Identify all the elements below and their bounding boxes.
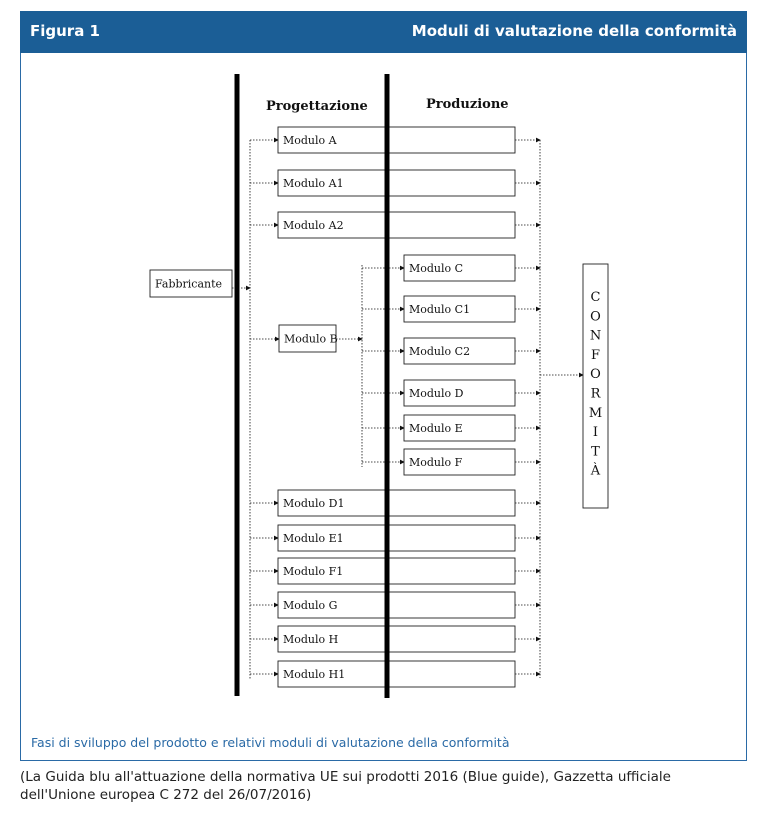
module-bottom-1-label: Modulo E1	[283, 532, 344, 545]
conformity-letter: N	[589, 328, 602, 344]
module-b-sub-2-label: Modulo C2	[409, 345, 471, 358]
module-top-0-label: Modulo A	[283, 134, 337, 147]
module-bottom-3-label: Modulo G	[283, 599, 338, 612]
conformity-letter: M	[588, 405, 603, 421]
module-b-sub-0-label: Modulo C	[409, 262, 464, 275]
source-line-1: (La Guida blu all'attuazione della normativa UE sui prodotti 2016 (Blue guide), Gazzetta ufficiale	[20, 769, 671, 785]
module-top-1-label: Modulo A1	[283, 177, 344, 190]
manufacturer-label: Fabbricante	[155, 277, 223, 291]
module-bottom-4-label: Modulo H	[283, 633, 339, 646]
conformity-letter: R	[590, 386, 601, 402]
conformity-letter: O	[590, 309, 601, 325]
module-bottom-0-label: Modulo D1	[283, 497, 345, 510]
conformity-letter: T	[591, 444, 600, 460]
source-note	[20, 768, 747, 804]
module-top-2-label: Modulo A2	[283, 219, 344, 232]
conformity-letter: À	[590, 463, 601, 479]
figure-title: Moduli di valutazione della conformità	[411, 22, 737, 40]
source-line-2: dell'Unione europea C 272 del 26/07/2016)	[20, 787, 312, 803]
phase-design-label: Progettazione	[266, 99, 368, 114]
phase-production-label: Produzione	[426, 97, 509, 112]
conformity-letter: O	[590, 367, 601, 383]
module-bottom-5-label: Modulo H1	[283, 668, 346, 681]
figure-caption: Fasi di sviluppo del prodotto e relativi moduli di valutazione della conformità	[31, 735, 510, 750]
module-b-label: Modulo B	[284, 332, 338, 346]
module-b-sub-1-label: Modulo C1	[409, 303, 471, 316]
module-b-sub-4-label: Modulo E	[409, 422, 463, 435]
module-bottom-2-label: Modulo F1	[283, 565, 344, 578]
conformity-letter: F	[590, 347, 601, 363]
conformity-letter: I	[592, 425, 599, 441]
conformity-letter: C	[590, 290, 601, 305]
module-b-sub-5-label: Modulo F	[409, 456, 463, 469]
module-b-sub-3-label: Modulo D	[409, 387, 464, 400]
figure-label: Figura 1	[30, 22, 100, 40]
